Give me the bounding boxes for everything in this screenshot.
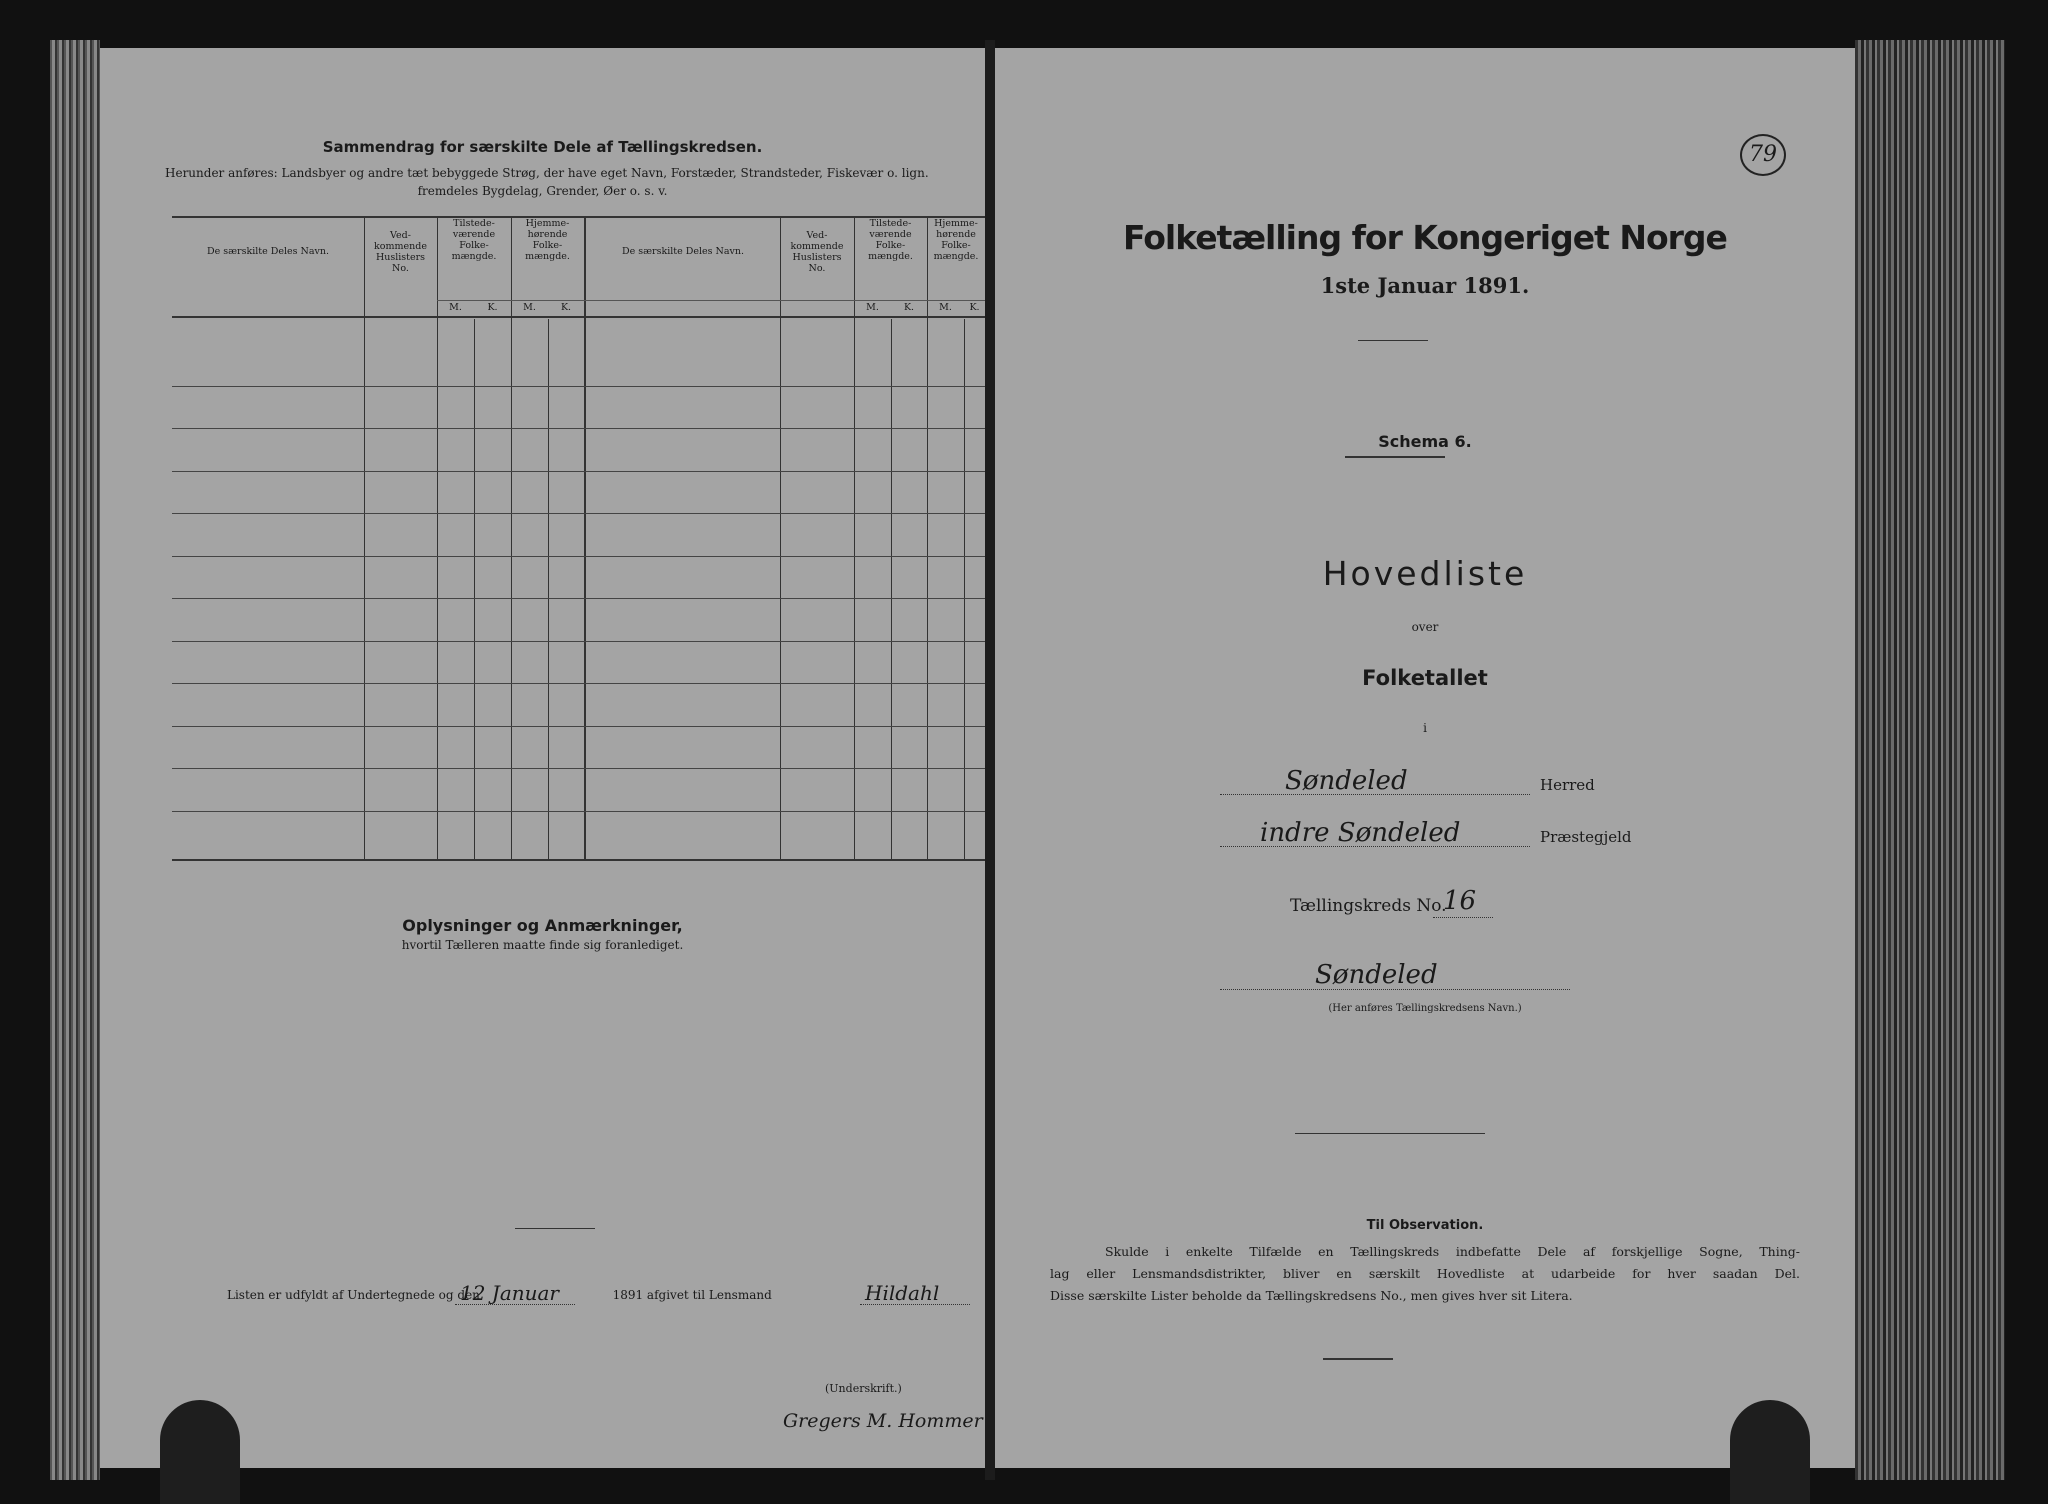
- i-word: i: [1423, 721, 1427, 735]
- hovedliste-heading: Hovedliste: [1322, 554, 1528, 593]
- herred-label: Herred: [1540, 776, 1595, 794]
- observation-line-1: Skulde i enkelte Tilfælde en Tællingskreds indbefatte Dele af forskjellige Sogne, Thing-: [1105, 1244, 1800, 1259]
- summary-subtitle-2: fremdeles Bygdelag, Grender, Øer o. s. v.: [417, 184, 668, 198]
- handwritten-kreds-number: 16: [1443, 886, 1477, 916]
- header-present-2: Tilstede- værende Folke- mængde.: [868, 218, 913, 262]
- header-name-2: De særskilte Deles Navn.: [621, 246, 745, 257]
- clip-shadow-right: [1730, 1400, 1810, 1504]
- header-name-1: De særskilte Deles Navn.: [206, 246, 330, 257]
- folketallet-heading: Folketallet: [1362, 666, 1488, 690]
- signature-label: (Underskrift.): [825, 1382, 902, 1395]
- left-page: [100, 48, 985, 1468]
- handwritten-herred: Søndeled: [1285, 766, 1408, 796]
- book-left-edge: [50, 40, 100, 1480]
- header-resident-1: Hjemme- hørende Folke- mængde.: [525, 218, 570, 262]
- header-k: K.: [969, 302, 980, 313]
- header-resident-2: Hjemme- hørende Folke- mængde.: [933, 218, 979, 262]
- header-m: M.: [449, 302, 462, 313]
- header-k: K.: [487, 302, 498, 313]
- header-k: K.: [560, 302, 572, 313]
- handwritten-signature: Gregers M. Hommer: [783, 1410, 983, 1432]
- separator: [515, 1228, 595, 1229]
- sign-text-b: 1891 afgivet til Lensmand: [612, 1288, 772, 1302]
- census-date: 1ste Januar 1891.: [1320, 273, 1530, 298]
- summary-subtitle-1: Herunder anføres: Landsbyer og andre tæt bebyggede Strøg, der have eget Navn, Forstæder, Strandsteder, Fiskevær o. lign.: [165, 166, 929, 180]
- summary-title: Sammendrag for særskilte Dele af Tællingskredsen.: [322, 138, 763, 156]
- header-houselist-1: Ved- kommende Huslisters No.: [374, 230, 427, 274]
- notes-title: Oplysninger og Anmærkninger,: [402, 916, 683, 935]
- kredsnavn-note: (Her anføres Tællingskredsens Navn.): [1328, 1003, 1522, 1014]
- book-gutter: [985, 40, 995, 1480]
- handwritten-kredsnavn: Søndeled: [1315, 960, 1438, 990]
- clip-shadow-left: [160, 1400, 240, 1504]
- handwritten-prestegjeld: indre Søndeled: [1260, 818, 1461, 848]
- handwritten-date: 12 Januar: [460, 1281, 559, 1305]
- header-houselist-2: Ved- kommende Huslisters No.: [790, 230, 844, 274]
- header-m: M.: [523, 302, 536, 313]
- summary-table: [172, 216, 985, 861]
- main-title: Folketælling for Kongeriget Norge: [1123, 218, 1727, 257]
- right-page: [995, 48, 1855, 1468]
- header-k: K.: [903, 302, 915, 313]
- book-right-edge: [1855, 40, 2005, 1480]
- header-m: M.: [939, 302, 952, 313]
- schema-label: Schema 6.: [1378, 432, 1472, 451]
- over-word: over: [1411, 620, 1439, 634]
- observation-line-3: Disse særskilte Lister beholde da Tællingskredsens No., men gives hver sit Litera.: [1050, 1288, 1573, 1303]
- notes-subtitle: hvortil Tælleren maatte finde sig foranlediget.: [401, 938, 684, 952]
- observation-title: Til Observation.: [1366, 1218, 1484, 1233]
- observation-line-2: lag eller Lensmandsdistrikter, bliver en særskilt Hovedliste at udarbeide for hver saadan Del.: [1050, 1266, 1800, 1281]
- header-m: M.: [866, 302, 879, 313]
- sign-text-a: Listen er udfyldt af Undertegnede og den: [227, 1288, 480, 1302]
- kreds-label: Tællingskreds No.: [1290, 896, 1447, 916]
- page-number-circled: 79: [1740, 134, 1786, 176]
- prestegjeld-label: Præstegjeld: [1540, 828, 1632, 846]
- handwritten-lensmand: Hildahl: [865, 1281, 940, 1305]
- header-present-1: Tilstede- værende Folke- mængde.: [451, 218, 497, 262]
